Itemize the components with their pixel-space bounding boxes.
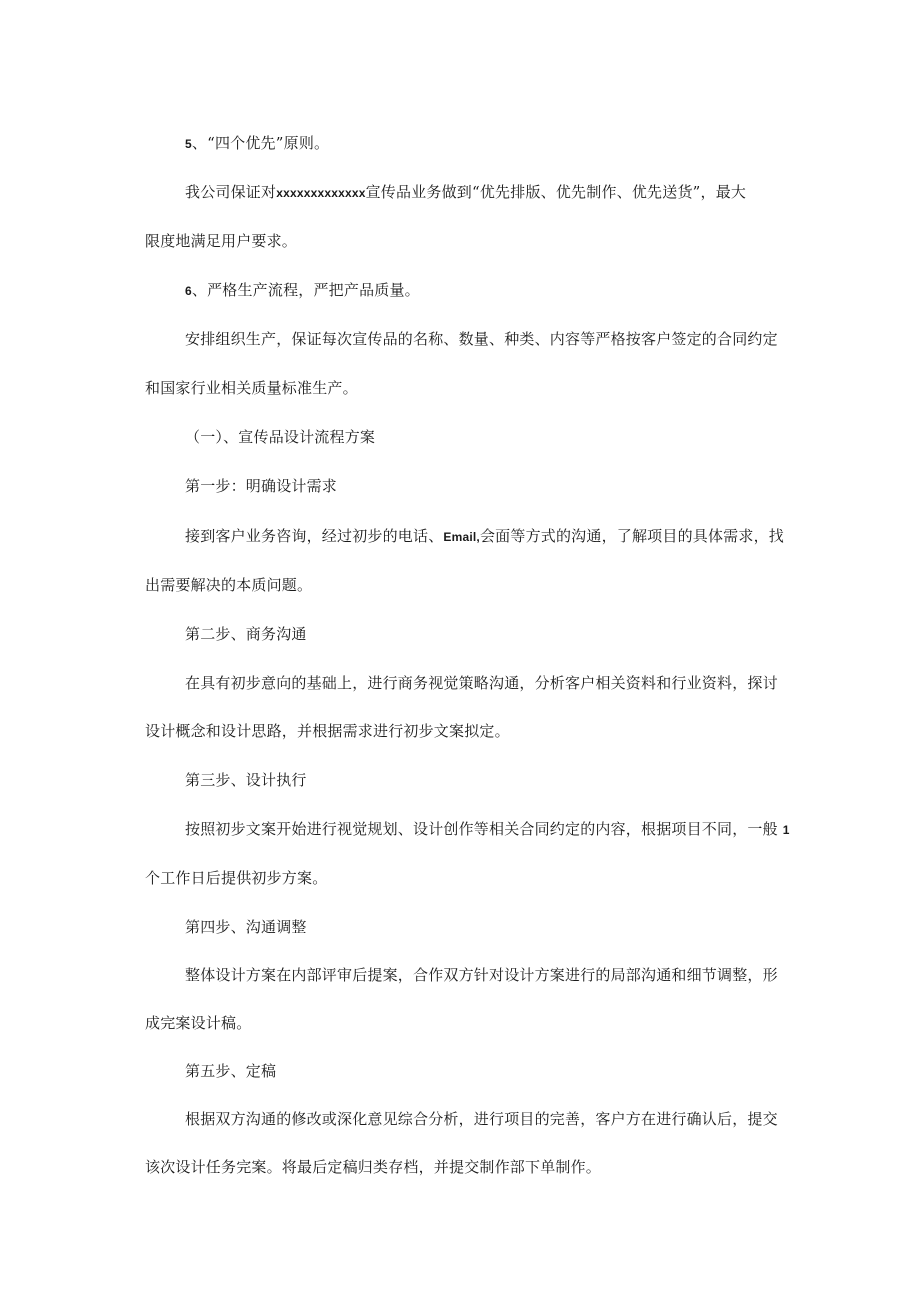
item6-title: 严格生产流程，严把产品质量。	[207, 281, 420, 299]
step3-title: 第三步、设计执行	[185, 771, 307, 789]
step1-body-part1: 接到客户业务咨询，经过初步的电话、	[185, 527, 444, 545]
step3-body-line1	[185, 819, 790, 840]
step4-body-line1: 整体设计方案在内部评审后提案，合作双方针对设计方案进行的局部沟通和细节调整，形	[185, 966, 778, 984]
item5-body-part1: 我公司保证对	[185, 183, 277, 201]
item5-heading	[185, 133, 329, 154]
item5-body-part2: 宣传品业务做到“优先排版、优先制作、优先送货”，最大	[365, 183, 747, 201]
step4-title: 第四步、沟通调整	[185, 918, 307, 936]
step5-body-line2: 该次设计任务完案。将最后定稿归类存档，并提交制作部下单制作。	[145, 1158, 602, 1176]
item6-body-line2: 和国家行业相关质量标准生产。	[145, 379, 358, 397]
item5-number: 5	[185, 137, 192, 151]
item5-body-line1	[185, 182, 746, 203]
item5-separator: 、	[191, 134, 208, 152]
step2-body-line1: 在具有初步意向的基础上，进行商务视觉策略沟通，分析客户相关资料和行业资料，探讨	[185, 674, 778, 692]
step5-title: 第五步、定稿	[185, 1062, 277, 1080]
item6-body-line1: 安排组织生产，保证每次宣传品的名称、数量、种类、内容等严格按客户签定的合同约定	[185, 330, 778, 348]
step1-body-line2: 出需要解决的本质问题。	[145, 576, 313, 594]
step3-body-line2: 个工作日后提供初步方案。	[145, 869, 328, 887]
step1-title: 第一步：明确设计需求	[185, 477, 338, 495]
item5-body-line2: 限度地满足用户要求。	[145, 232, 298, 250]
item6-separator: 、	[191, 281, 208, 299]
step4-body-line2: 成完案设计稿。	[145, 1014, 252, 1032]
step3-days-number: 1	[782, 823, 790, 837]
step2-title: 第二步、商务沟通	[185, 625, 307, 643]
step2-body-line2: 设计概念和设计思路，并根据需求进行初步文案拟定。	[145, 722, 510, 740]
section-heading: （一）、宣传品设计流程方案	[185, 428, 376, 446]
step1-email-term: Email,	[443, 530, 480, 544]
step5-body-line1: 根据双方沟通的修改或深化意见综合分析，进行项目的完善，客户方在进行确认后，提交	[185, 1110, 778, 1128]
item6-number: 6	[185, 284, 192, 298]
step3-body-part1: 按照初步文案开始进行视觉规划、设计创作等相关合同约定的内容，根据项目不同，一般	[185, 820, 778, 838]
item6-heading	[185, 280, 420, 301]
step1-body-line1	[185, 526, 784, 547]
client-name-placeholder: xxxxxxxxxxxxx	[276, 186, 366, 200]
item5-title: “四个优先”原则。	[207, 134, 330, 152]
step1-body-part2: 会面等方式的沟通，了解项目的具体需求，找	[479, 527, 784, 545]
